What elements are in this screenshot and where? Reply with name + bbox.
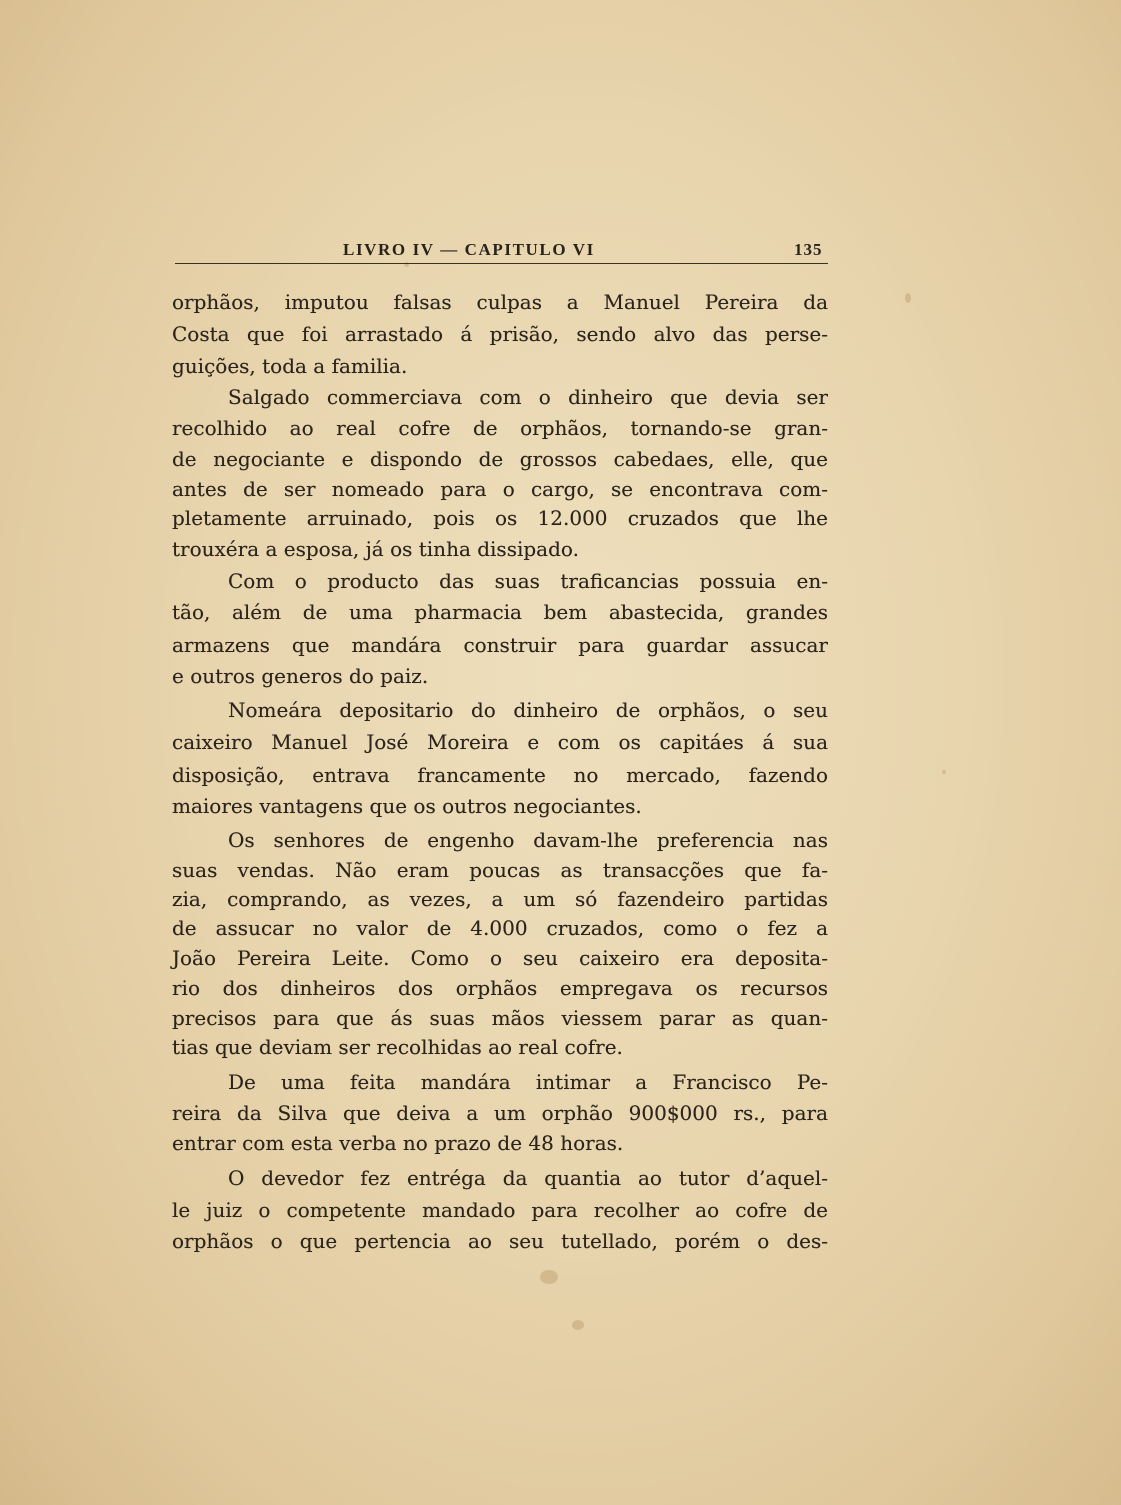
text-line: pletamente arruinado, pois os 12.000 cruzados que lhe bbox=[172, 506, 828, 530]
paper-stain bbox=[905, 293, 911, 303]
text-line: Salgado commerciava com o dinheiro que devia ser bbox=[228, 385, 828, 409]
text-line: Nomeára depositario do dinheiro de orphãos, o seu bbox=[228, 698, 828, 722]
header-rule bbox=[175, 263, 828, 264]
paper-stain bbox=[540, 1270, 558, 1284]
text-line: caixeiro Manuel José Moreira e com os capitáes á sua bbox=[172, 730, 828, 754]
text-line: rio dos dinheiros dos orphãos empregava os recursos bbox=[172, 976, 828, 1000]
text-line: João Pereira Leite. Como o seu caixeiro era deposita- bbox=[172, 946, 828, 970]
text-line: reira da Silva que deiva a um orphão 900$000 rs., para bbox=[172, 1101, 828, 1125]
text-line: entrar com esta verba no prazo de 48 horas. bbox=[172, 1131, 624, 1155]
text-line: disposição, entrava francamente no mercado, fazendo bbox=[172, 763, 828, 787]
text-line: tias que deviam ser recolhidas ao real cofre. bbox=[172, 1035, 623, 1059]
text-line: De uma feita mandára intimar a Francisco Pe- bbox=[228, 1070, 828, 1094]
text-line: orphãos, imputou falsas culpas a Manuel Pereira da bbox=[172, 290, 828, 314]
text-line: trouxéra a esposa, já os tinha dissipado. bbox=[172, 537, 579, 561]
text-line: Os senhores de engenho davam-lhe preferencia nas bbox=[228, 828, 828, 852]
text-line: armazens que mandára construir para guardar assucar bbox=[172, 633, 828, 657]
text-line: le juiz o competente mandado para recolher ao cofre de bbox=[172, 1198, 828, 1222]
text-line: tão, além de uma pharmacia bem abastecida, grandes bbox=[172, 600, 828, 624]
text-line: maiores vantagens que os outros negociantes. bbox=[172, 794, 642, 818]
text-line: recolhido ao real cofre de orphãos, tornando-se gran- bbox=[172, 416, 828, 440]
running-head: LIVRO IV — CAPITULO VI bbox=[343, 240, 595, 259]
paper-stain bbox=[942, 770, 946, 774]
text-line: Com o producto das suas traficancias possuia en- bbox=[228, 569, 828, 593]
text-line: e outros generos do paiz. bbox=[172, 664, 429, 688]
text-line: zia, comprando, as vezes, a um só fazendeiro partidas bbox=[172, 887, 828, 911]
text-line: orphãos o que pertencia ao seu tutellado, porém o des- bbox=[172, 1229, 828, 1253]
text-line: de assucar no valor de 4.000 cruzados, como o fez a bbox=[172, 916, 828, 940]
page-number: 135 bbox=[794, 240, 823, 259]
text-line: de negociante e dispondo de grossos cabedaes, elle, que bbox=[172, 447, 828, 471]
text-line: guições, toda a familia. bbox=[172, 354, 408, 378]
text-line: O devedor fez entréga da quantia ao tutor d’aquel- bbox=[228, 1166, 828, 1190]
text-line: suas vendas. Não eram poucas as transacções que fa- bbox=[172, 858, 828, 882]
paper-stain bbox=[572, 1320, 584, 1330]
text-line: Costa que foi arrastado á prisão, sendo alvo das perse- bbox=[172, 322, 828, 346]
text-line: precisos para que ás suas mãos viessem parar as quan- bbox=[172, 1006, 828, 1030]
text-line: antes de ser nomeado para o cargo, se encontrava com- bbox=[172, 477, 828, 501]
